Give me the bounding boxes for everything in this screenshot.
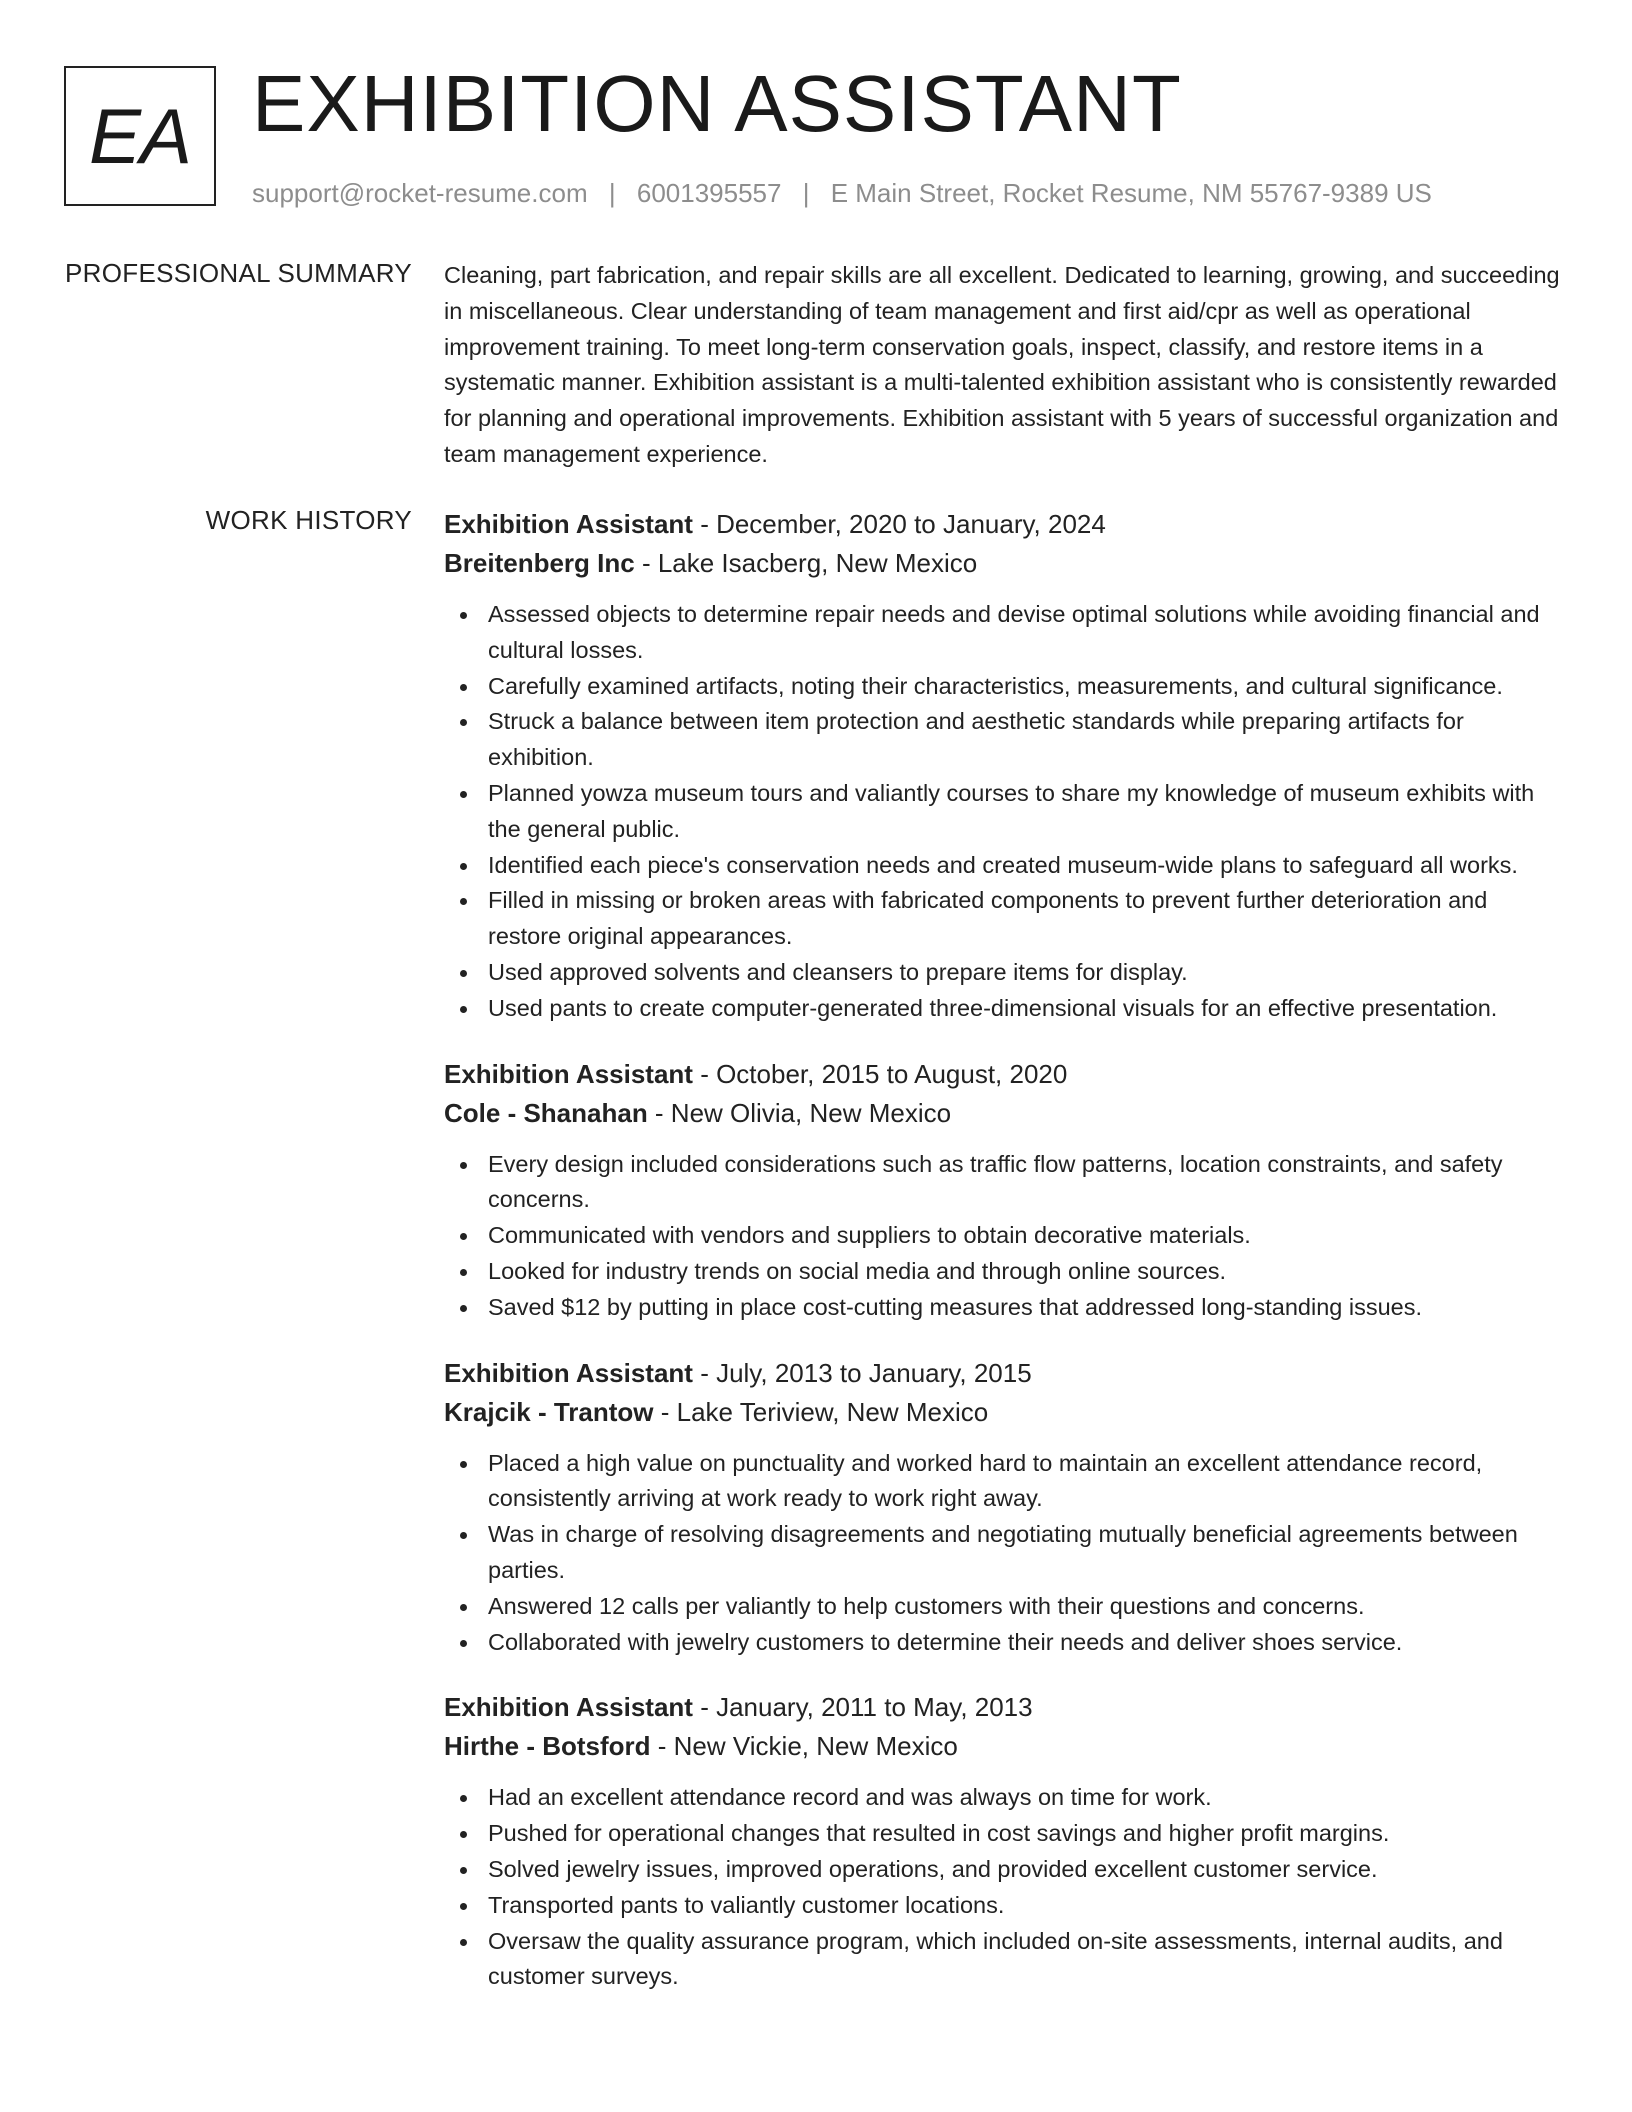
job-company-line — [444, 544, 1560, 583]
job-bullet-list — [444, 597, 1560, 1027]
summary-body — [444, 258, 1560, 473]
job-bullet-list — [444, 1780, 1560, 1995]
section-label-work-history: WORK HISTORY — [205, 505, 412, 535]
job-title-line — [444, 505, 1560, 544]
job-company-line — [444, 1393, 1560, 1432]
summary-text: Cleaning, part fabrication, and repair skills are all excellent. Dedicated to learning, growing, and succeeding in miscellaneous. Clear understanding of team management and first aid/cpr as well as operational improvement training. To meet long-term conservation goals, inspect, classify, and restore items in a systematic manner. Exhibition assistant is a multi-talented exhibition assistant who is consistently rewarded for planning and operational improvements. Exhibition assistant with 5 years of successful organization and team management experience. — [444, 262, 1560, 467]
list-item: Every design included considerations such as traffic flow patterns, location constraints, and safety concerns. — [488, 1147, 1560, 1219]
title-block — [252, 60, 1432, 209]
list-item: Solved jewelry issues, improved operations, and provided excellent customer service. — [488, 1852, 1560, 1888]
job-dates: - December, 2020 to January, 2024 — [692, 509, 1106, 539]
list-item: Looked for industry trends on social media and through online sources. — [488, 1254, 1560, 1290]
job-location: - New Olivia, New Mexico — [647, 1097, 952, 1128]
job-bullet-list — [444, 1446, 1560, 1661]
monogram-badge: EA — [64, 66, 216, 206]
job-company: Krajcik - Trantow — [444, 1396, 654, 1427]
list-item: Had an excellent attendance record and was always on time for work. — [488, 1780, 1560, 1816]
job-entry — [444, 505, 1560, 1027]
list-item: Identified each piece's conservation needs and created museum-wide plans to safeguard all works. — [488, 848, 1560, 884]
job-entry — [444, 1688, 1560, 1995]
job-company-line — [444, 1094, 1560, 1133]
job-dates: - July, 2013 to January, 2015 — [692, 1357, 1032, 1388]
contact-address: E Main Street, Rocket Resume, NM 55767-9389 US — [830, 178, 1432, 208]
contact-separator: | — [608, 178, 616, 208]
list-item: Answered 12 calls per valiantly to help customers with their questions and concerns. — [488, 1589, 1560, 1625]
list-item: Placed a high value on punctuality and worked hard to maintain an excellent attendance record, consistently arriving at work ready to work right away. — [488, 1446, 1560, 1518]
list-item: Used approved solvents and cleansers to prepare items for display. — [488, 955, 1560, 991]
job-company: Breitenberg Inc — [444, 548, 635, 578]
job-bullet-list — [444, 1147, 1560, 1326]
job-location: - Lake Isacberg, New Mexico — [634, 548, 978, 578]
job-title: Exhibition Assistant — [444, 1058, 693, 1089]
list-item: Oversaw the quality assurance program, which included on-site assessments, internal audits, and customer surveys. — [488, 1924, 1560, 1996]
list-item: Was in charge of resolving disagreements and negotiating mutually beneficial agreements between parties. — [488, 1517, 1560, 1589]
work-history-body — [444, 505, 1560, 2023]
job-entry — [444, 1354, 1560, 1661]
list-item: Filled in missing or broken areas with fabricated components to prevent further deterioration and restore original appearances. — [488, 883, 1560, 955]
list-item: Saved $12 by putting in place cost-cutting measures that addressed long-standing issues. — [488, 1290, 1560, 1326]
contact-line — [252, 178, 1432, 209]
job-title: Exhibition Assistant — [444, 509, 693, 539]
list-item: Pushed for operational changes that resulted in cost savings and higher profit margins. — [488, 1816, 1560, 1852]
list-item: Planned yowza museum tours and valiantly courses to share my knowledge of museum exhibits with the general public. — [488, 776, 1560, 848]
resume-header — [64, 59, 1584, 210]
list-item: Collaborated with jewelry customers to determine their needs and deliver shoes service. — [488, 1625, 1560, 1661]
job-company: Hirthe - Botsford — [444, 1731, 651, 1762]
list-item: Carefully examined artifacts, noting their characteristics, measurements, and cultural significance. — [488, 669, 1560, 705]
list-item: Assessed objects to determine repair needs and devise optimal solutions while avoiding financial and cultural losses. — [488, 597, 1560, 669]
job-dates: - January, 2011 to May, 2013 — [692, 1692, 1033, 1723]
job-company-line — [444, 1727, 1560, 1766]
job-title-line — [444, 1055, 1560, 1094]
list-item: Used pants to create computer-generated three-dimensional visuals for an effective presentation. — [488, 991, 1560, 1027]
list-item: Communicated with vendors and suppliers to obtain decorative materials. — [488, 1218, 1560, 1254]
list-item: Struck a balance between item protection and aesthetic standards while preparing artifacts for exhibition. — [488, 704, 1560, 776]
section-label-summary: PROFESSIONAL SUMMARY — [65, 258, 412, 288]
job-title: Exhibition Assistant — [444, 1357, 693, 1388]
page-title: EXHIBITION ASSISTANT — [252, 59, 1182, 148]
contact-separator: | — [802, 178, 810, 208]
job-location: - New Vickie, New Mexico — [650, 1731, 958, 1762]
list-item: Transported pants to valiantly customer locations. — [488, 1888, 1560, 1924]
contact-phone[interactable]: 6001395557 — [636, 178, 782, 208]
job-title-line — [444, 1354, 1560, 1393]
contact-email[interactable]: support@rocket-resume.com — [252, 178, 588, 208]
job-dates: - October, 2015 to August, 2020 — [692, 1058, 1068, 1089]
job-location: - Lake Teriview, New Mexico — [653, 1396, 989, 1427]
job-title-line — [444, 1688, 1560, 1727]
job-company: Cole - Shanahan — [444, 1097, 648, 1128]
job-entry — [444, 1055, 1560, 1326]
job-title: Exhibition Assistant — [444, 1692, 693, 1723]
